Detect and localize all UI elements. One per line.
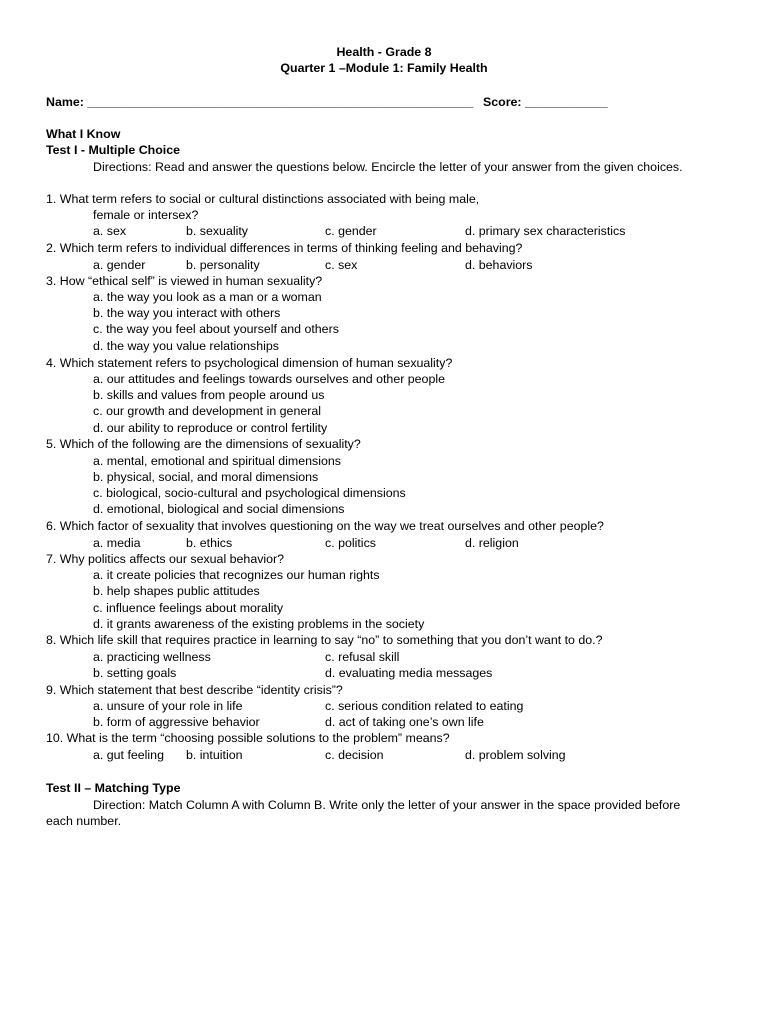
- choice-8d: d. evaluating media messages: [325, 666, 493, 680]
- choice-3d: d. the way you value relationships: [93, 339, 279, 353]
- choice-6b: b. ethics: [186, 536, 233, 550]
- choice-5c: c. biological, socio-cultural and psychological dimensions: [93, 486, 406, 500]
- choice-8b: b. setting goals: [93, 666, 177, 680]
- question-1-continued: female or intersex?: [93, 208, 199, 222]
- test-2-directions-continued: each number.: [46, 814, 122, 828]
- choice-2d: d. behaviors: [465, 258, 533, 272]
- name-field-label: Name: ________________________________________________________: [46, 95, 474, 109]
- question-6: 6. Which factor of sexuality that involves questioning on the way we treat ourselves and other people?: [46, 519, 604, 533]
- choice-1c: c. gender: [325, 224, 377, 238]
- choice-5d: d. emotional, biological and social dimensions: [93, 502, 345, 516]
- question-7: 7. Why politics affects our sexual behavior?: [46, 552, 285, 566]
- choice-4d: d. our ability to reproduce or control fertility: [93, 421, 328, 435]
- question-3: 3. How “ethical self” is viewed in human sexuality?: [46, 274, 323, 288]
- score-field-label: Score: ____________: [483, 95, 608, 109]
- choice-10a: a. gut feeling: [93, 748, 164, 762]
- choice-9c: c. serious condition related to eating: [325, 699, 524, 713]
- test-2-directions: Direction: Match Column A with Column B. Write only the letter of your answer in the space provided before: [93, 798, 681, 812]
- question-2: 2. Which term refers to individual differences in terms of thinking feeling and behaving?: [46, 241, 523, 255]
- section-heading: What I Know: [46, 127, 121, 141]
- choice-7b: b. help shapes public attitudes: [93, 584, 260, 598]
- choice-5a: a. mental, emotional and spiritual dimensions: [93, 454, 341, 468]
- choice-4c: c. our growth and development in general: [93, 404, 321, 418]
- choice-10d: d. problem solving: [465, 748, 566, 762]
- question-9: 9. Which statement that best describe “identity crisis”?: [46, 683, 343, 697]
- choice-4b: b. skills and values from people around us: [93, 388, 325, 402]
- choice-2b: b. personality: [186, 258, 260, 272]
- choice-7d: d. it grants awareness of the existing problems in the society: [93, 617, 425, 631]
- choice-1d: d. primary sex characteristics: [465, 224, 626, 238]
- choice-3a: a. the way you look as a man or a woman: [93, 290, 322, 304]
- choice-8c: c. refusal skill: [325, 650, 400, 664]
- question-5: 5. Which of the following are the dimensions of sexuality?: [46, 437, 361, 451]
- choice-10b: b. intuition: [186, 748, 243, 762]
- question-10: 10. What is the term “choosing possible solutions to the problem” means?: [46, 731, 450, 745]
- choice-2c: c. sex: [325, 258, 358, 272]
- choice-2a: a. gender: [93, 258, 146, 272]
- choice-3c: c. the way you feel about yourself and others: [93, 322, 339, 336]
- choice-5b: b. physical, social, and moral dimensions: [93, 470, 319, 484]
- test-title: Test I - Multiple Choice: [46, 143, 181, 157]
- choice-1b: b. sexuality: [186, 224, 248, 238]
- choice-9d: d. act of taking one’s own life: [325, 715, 484, 729]
- question-1: 1. What term refers to social or cultural distinctions associated with being male,: [46, 192, 480, 206]
- choice-6a: a. media: [93, 536, 141, 550]
- choice-9a: a. unsure of your role in life: [93, 699, 243, 713]
- test-2-title: Test II – Matching Type: [46, 781, 181, 795]
- document-title: Health - Grade 8: [336, 45, 432, 59]
- choice-9b: b. form of aggressive behavior: [93, 715, 260, 729]
- question-4: 4. Which statement refers to psychological dimension of human sexuality?: [46, 356, 453, 370]
- choice-7c: c. influence feelings about morality: [93, 601, 284, 615]
- document-subtitle: Quarter 1 –Module 1: Family Health: [280, 61, 488, 75]
- choice-1a: a. sex: [93, 224, 127, 238]
- choice-3b: b. the way you interact with others: [93, 306, 281, 320]
- choice-6d: d. religion: [465, 536, 519, 550]
- choice-10c: c. decision: [325, 748, 384, 762]
- choice-8a: a. practicing wellness: [93, 650, 211, 664]
- test-directions: Directions: Read and answer the questions below. Encircle the letter of your answer from the given choices.: [93, 160, 683, 174]
- choice-7a: a. it create policies that recognizes our human rights: [93, 568, 380, 582]
- choice-4a: a. our attitudes and feelings towards ourselves and other people: [93, 372, 445, 386]
- choice-6c: c. politics: [325, 536, 376, 550]
- question-8: 8. Which life skill that requires practice in learning to say “no” to something that you don’t want to do.?: [46, 633, 603, 647]
